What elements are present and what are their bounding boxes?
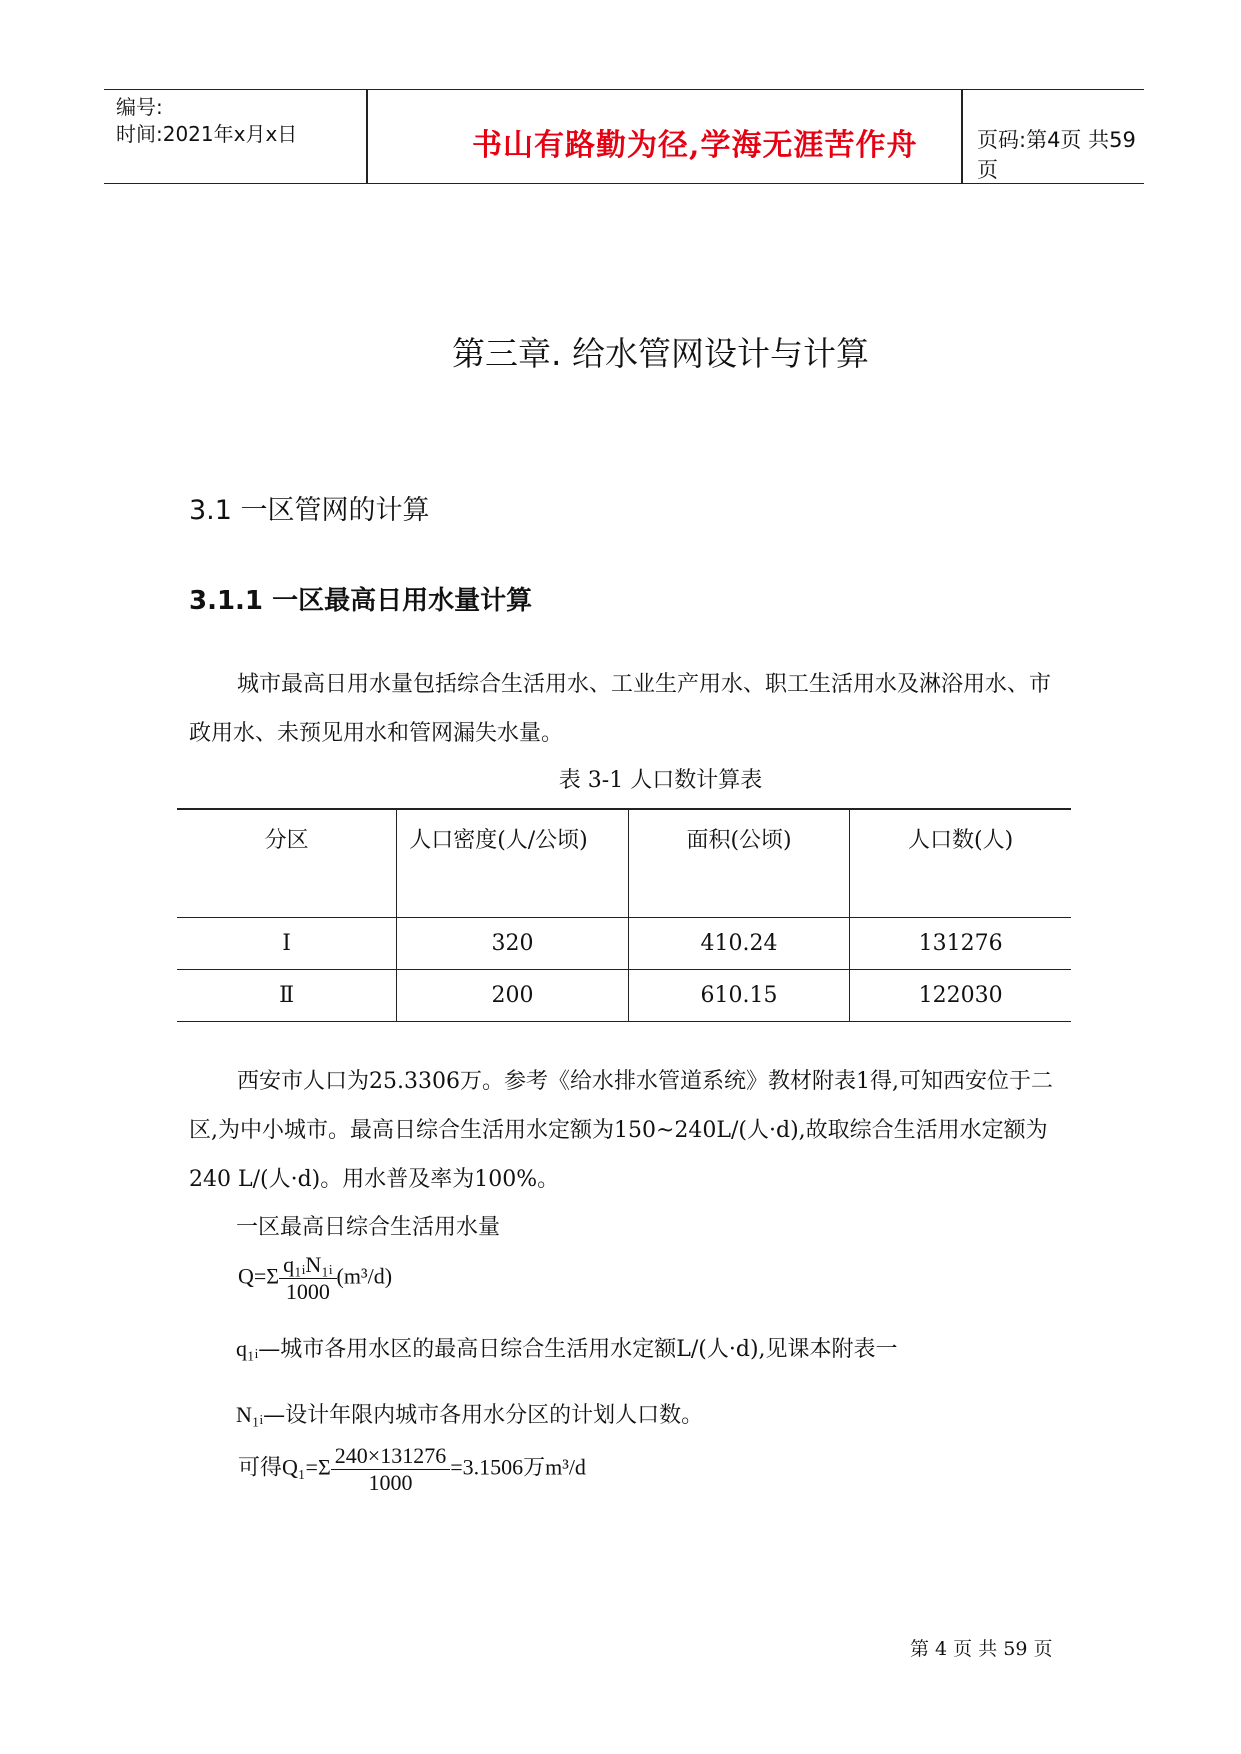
table-cell: 131276 (850, 918, 1071, 970)
table-header-row (177, 809, 1071, 918)
definition-n-text: —设计年限内城市各用水分区的计划人口数。 (263, 1403, 704, 1428)
table-cell: 610.15 (628, 970, 850, 1022)
table-caption: 表 3-1 人口数计算表 (558, 768, 763, 793)
table-cell: Ⅰ (177, 918, 397, 970)
serial-label: 编号: (116, 95, 163, 119)
time-label: 时间:2021年x月x日 (116, 122, 298, 146)
formula-lhs: Q=Σ (238, 1263, 280, 1289)
formula-intro: 一区最高日综合生活用水量 (236, 1215, 501, 1240)
table-row (177, 970, 1071, 1022)
table-cell: 410.24 (628, 918, 850, 970)
formula-lhs: 可得Q₁=Σ (238, 1454, 331, 1480)
section-title: 3.1 一区管网的计算 (189, 495, 430, 526)
table-header-cell: 人口数(人) (850, 809, 1071, 918)
table-row (177, 918, 1071, 970)
table-header-cell: 人口密度(人/公顷) (397, 809, 629, 918)
population-paragraph: 西安市人口为25.3306万。参考《给水排水管道系统》教材附表1得,可知西安位于二区,为中小城市。最高日综合生活用水定额为150~240L/(人·d),故取综合生活用水定额为240 L/(人·d)。用水普及率为100%。 (189, 1069, 1053, 1192)
formula-fraction (279, 1252, 336, 1305)
formula-numerator: q₁ᵢN₁ᵢ (279, 1252, 336, 1279)
subsection-title: 3.1.1 一区最高日用水量计算 (189, 586, 533, 616)
definition-q-text: —城市各用水区的最高日综合生活用水定额L/(人·d),见课本附表一 (258, 1337, 898, 1362)
formula-unit: (m³/d) (336, 1263, 393, 1289)
header-divider (961, 90, 963, 183)
formula-result: =3.1506万m³/d (450, 1454, 586, 1480)
formula-denominator: 1000 (285, 1279, 330, 1304)
definition-n-symbol: N₁ᵢ (236, 1402, 264, 1427)
definition-q-symbol: q₁ᵢ (236, 1336, 259, 1361)
definition-n (236, 1398, 703, 1429)
result-formula (238, 1443, 586, 1496)
intro-paragraph: 城市最高日用水量包括综合生活用水、工业生产用水、职工生活用水及淋浴用水、市政用水、未预见用水和管网漏失水量。 (189, 672, 1052, 746)
header-motto: 书山有路勤为径,学海无涯苦作舟 (472, 128, 918, 163)
formula-fraction (331, 1443, 450, 1496)
formula-numerator: 240×131276 (331, 1443, 450, 1470)
header-meta (116, 94, 297, 148)
definition-q (236, 1332, 898, 1363)
header-divider (366, 90, 368, 183)
daily-water-formula (238, 1252, 392, 1305)
table-cell: 122030 (850, 970, 1071, 1022)
table-header-cell: 分区 (177, 809, 397, 918)
page-header (104, 89, 1144, 184)
table-header-cell: 面积(公顷) (628, 809, 850, 918)
population-table (177, 808, 1071, 1022)
formula-denominator: 1000 (368, 1470, 413, 1495)
chapter-title: 第三章. 给水管网设计与计算 (452, 334, 869, 373)
header-page-info: 页码:第4页 共59页 (977, 128, 1136, 182)
table-cell: 200 (397, 970, 629, 1022)
table-cell: Ⅱ (177, 970, 397, 1022)
table-cell: 320 (397, 918, 629, 970)
page-footer: 第 4 页 共 59 页 (910, 1638, 1053, 1660)
